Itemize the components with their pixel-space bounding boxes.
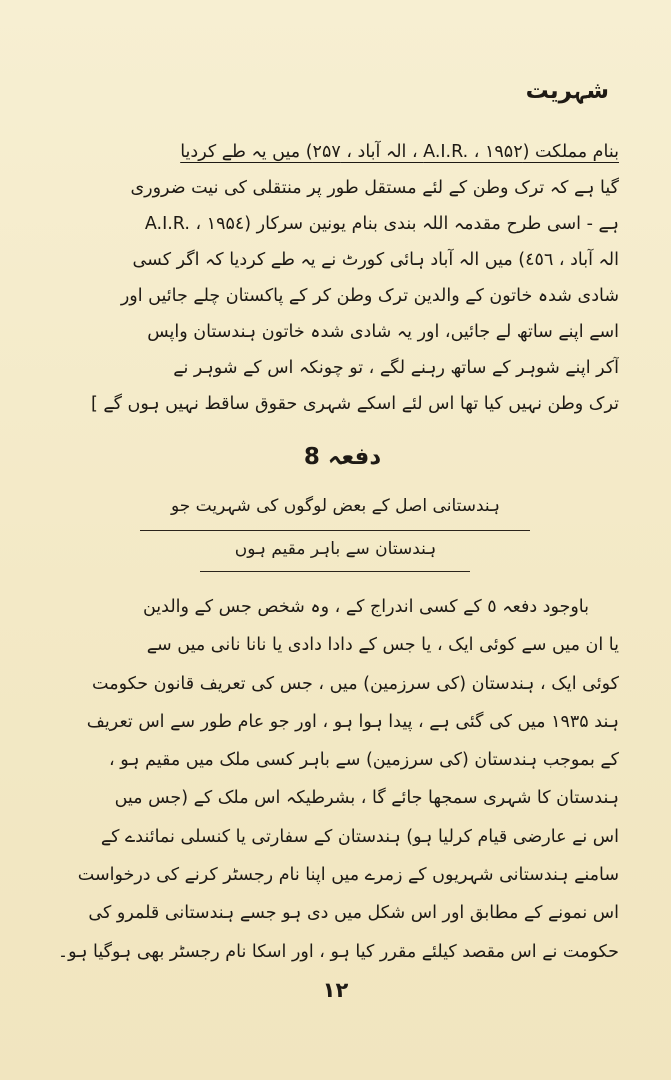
text-line: آکر اپنے شوہر کے ساتھ رہنے لگے ، تو چونکہ اس کے شوہر نے (173, 358, 619, 378)
text-line: سامنے ہندستانی شہریوں کے زمرے میں اپنا نام رجسٹر کرنے کی درخواست (77, 865, 619, 886)
text-line: گیا ہے کہ ترک وطن کے لئے مستقل طور پر منتقلی کی نیت ضروری (130, 178, 619, 198)
text-line: ہے - اسی طرح مقدمہ اللہ بندی بنام یونین سرکار (A.I.R. ، ۱۹۵٤ (144, 214, 619, 234)
text-line: بنام مملکت (A.I.R. ، ۱۹۵۲ ، الہ آباد ، ۲۵۷) میں یہ طے کردیا (180, 142, 619, 162)
text-line: باوجود دفعہ ٥ کے کسی اندراج کے ، وہ شخص جس کے والدین (142, 597, 589, 617)
text-line: اس نے عارضی قیام کرلیا ہو) ہندستان کے سفارتی یا کنسلی نمائندے کے (100, 826, 619, 847)
text-line: کے بموجب ہندستان (کی سرزمین) سے باہر کسی ملک میں مقیم ہو ، (109, 750, 619, 771)
text-line: ہند ۱۹۳۵ میں کی گئی ہے ، پیدا ہوا ہو ، اور جو عام طور سے اس تعریف (86, 711, 619, 732)
paragraph-1 (49, 134, 619, 422)
page-number: ۱۲ (322, 978, 349, 1002)
text-line: شادی شدہ خاتون کے والدین ترک وطن کر کے پاکستان چلے جائیں اور (120, 286, 619, 306)
text-line: ہندستان کا شہری سمجھا جائے گا ، بشرطیکہ اس ملک کے (جس میں (114, 788, 619, 809)
text-line: یا ان میں سے کوئی ایک ، یا جس کے دادا دادی یا نانا نانی میں سے (146, 635, 619, 656)
text-line: اس نمونے کے مطابق اور اس شکل میں دی ہو جسے ہندستانی قلمرو کی (88, 903, 619, 924)
text-line: حکومت نے اس مقصد کیلئے مقرر کیا ہو ، اور اسکا نام رجسٹر بھی ہوگیا ہو۔ (57, 941, 619, 962)
section-number: 8 (303, 444, 320, 470)
running-header: شہریت (525, 78, 609, 104)
text-line: اسے اپنے ساتھ لے جائیں، اور یہ شادی شدہ خاتون ہندستان واپس (147, 322, 619, 342)
text-line: الہ آباد ، ٤٥٦) میں الہ آباد ہائی کورٹ نے یہ طے کردیا کہ اگر کسی (132, 250, 619, 270)
divider-rule (200, 571, 470, 572)
section-subtitle-line-1: ہندستانی اصل کے بعض لوگوں کی شہریت جو (170, 496, 501, 516)
section-label: دفعہ (327, 444, 382, 470)
paragraph-2 (49, 588, 619, 971)
text-line: ترک وطن نہیں کیا تھا اس لئے اسکے شہری حقوق ساقط نہیں ہوں گے ] (90, 394, 619, 414)
section-heading (0, 444, 671, 470)
text-line: کوئی ایک ، ہندستان (کی سرزمین) میں ، جس کی تعریف قانون حکومت (92, 673, 619, 694)
section-subtitle-line-2: ہندستان سے باہر مقیم ہوں (234, 539, 437, 559)
divider-rule (140, 530, 530, 531)
